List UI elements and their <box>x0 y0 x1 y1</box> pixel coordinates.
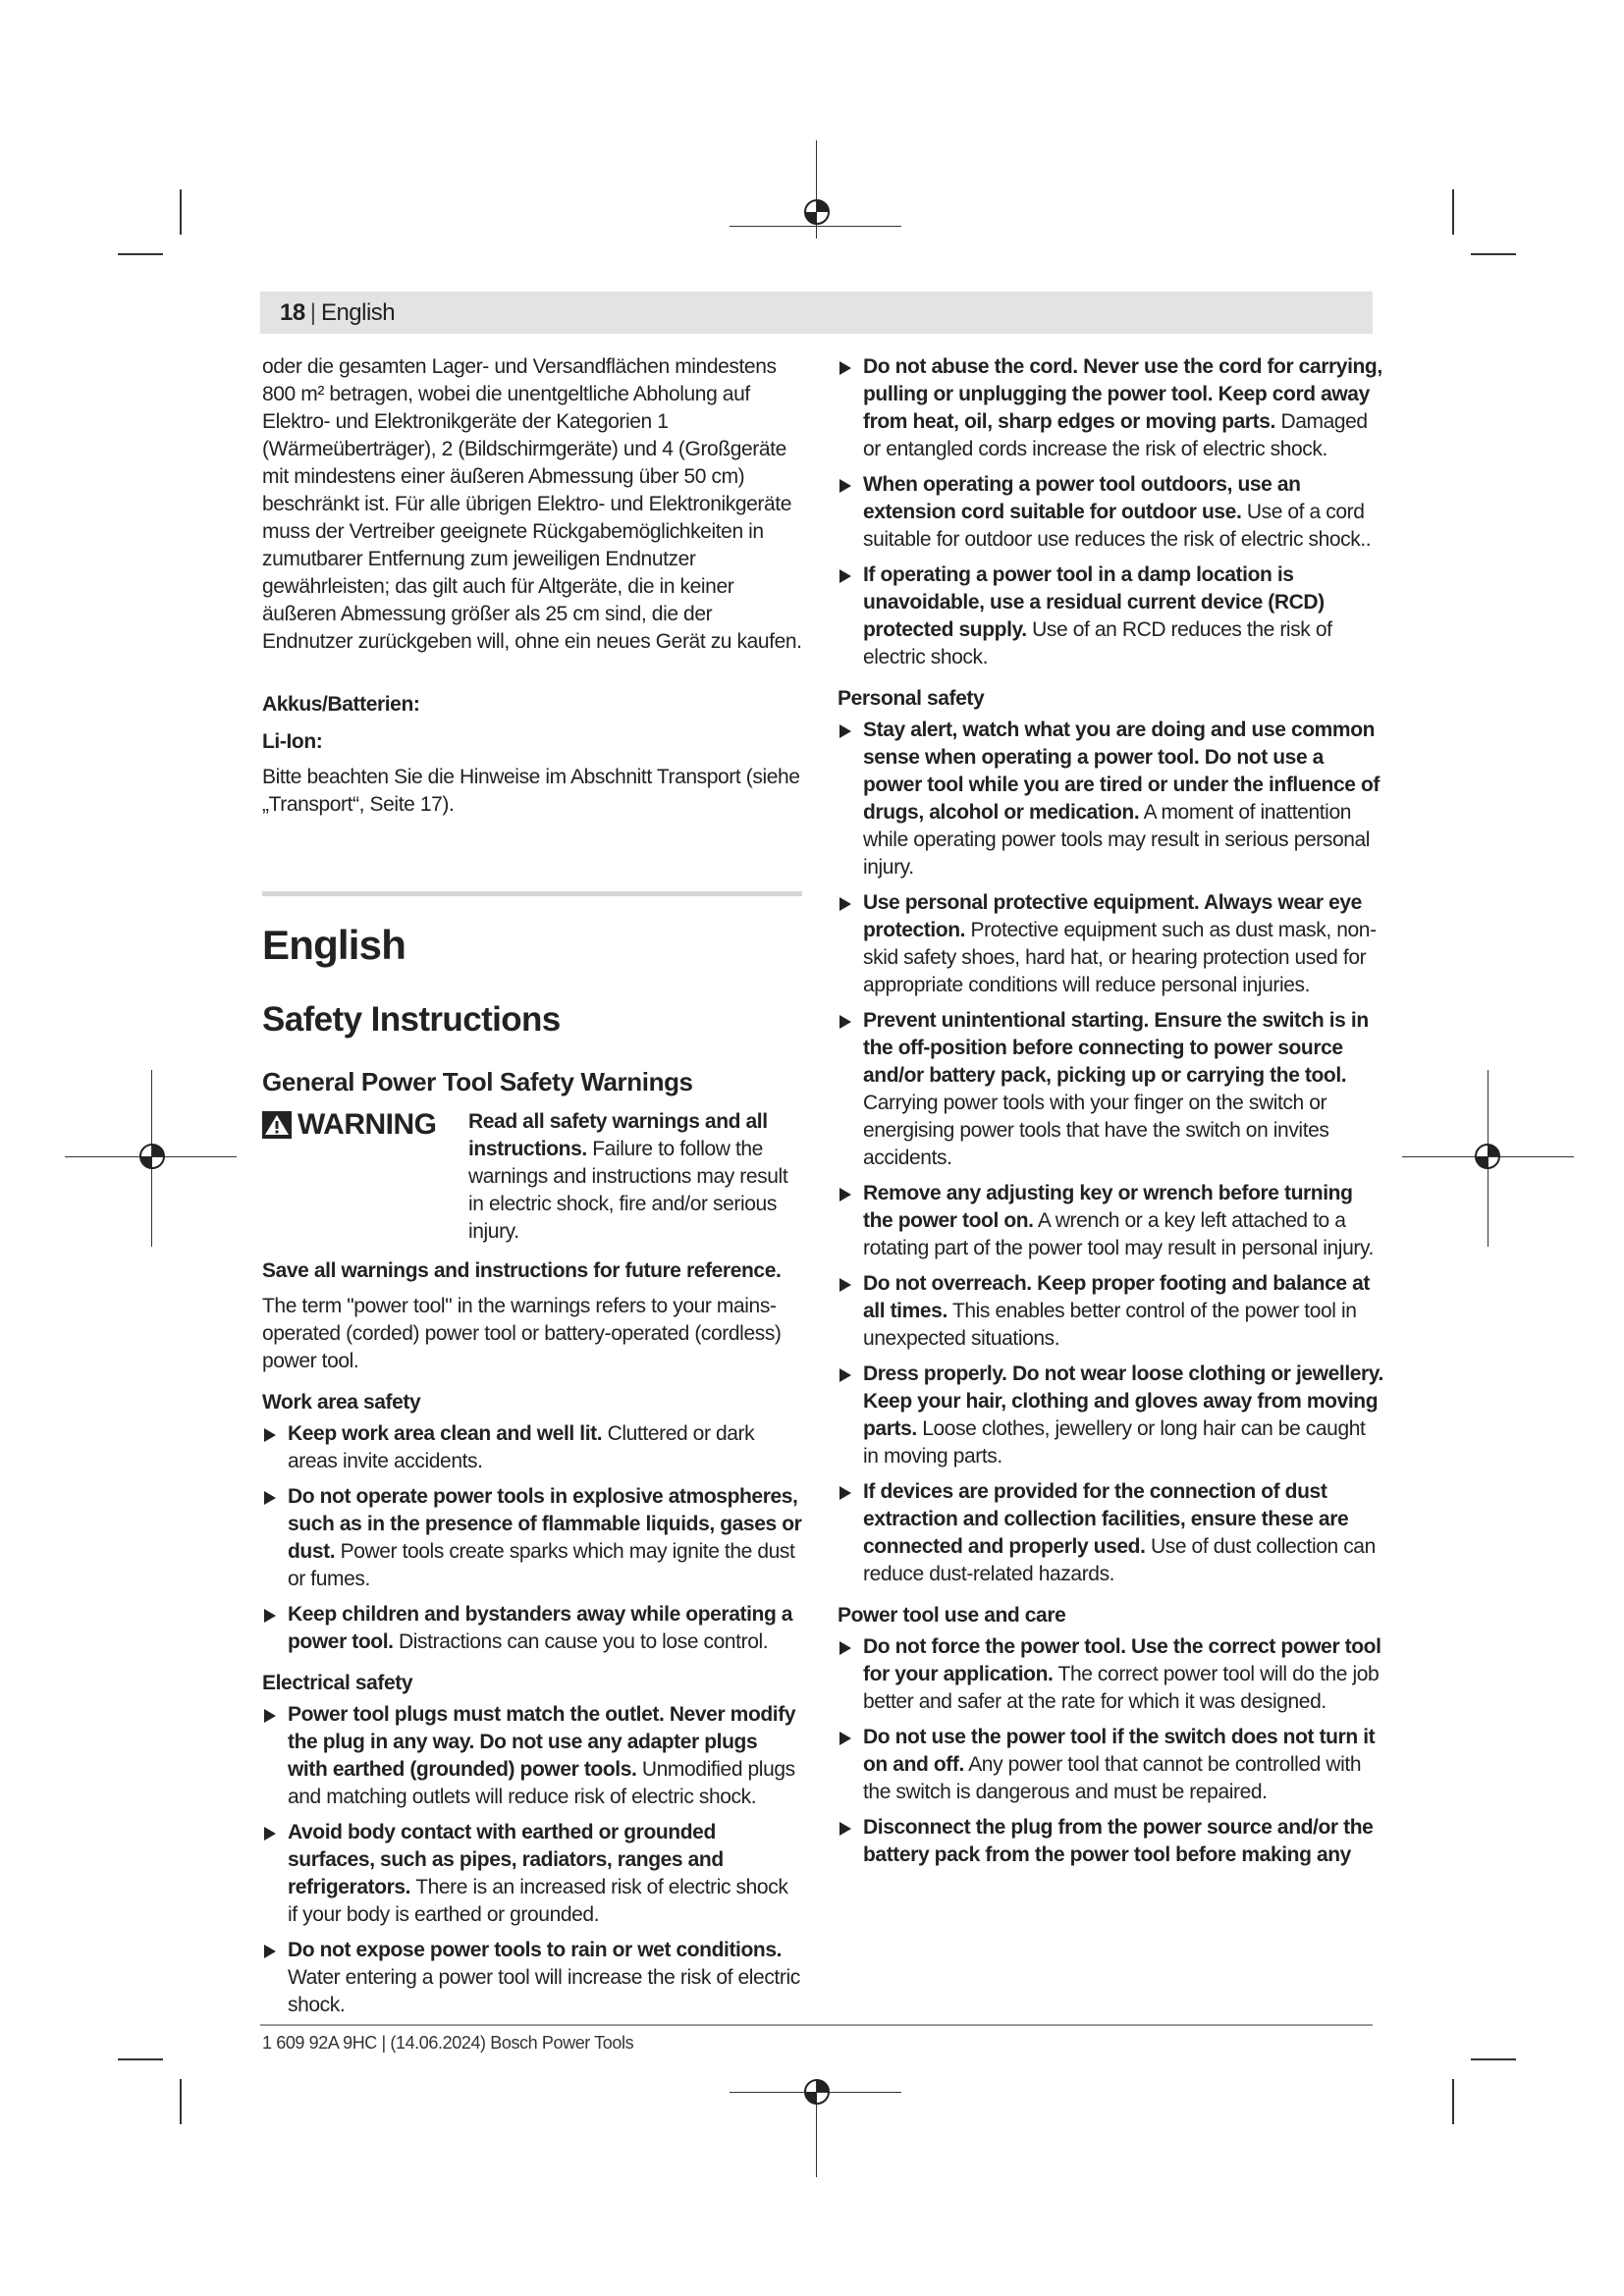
item-text: Any power tool that cannot be controlled with the switch is dangerous and must be repaired. <box>863 1753 1362 1803</box>
item-text: Use of a cord suitable for outdoor use reduces the risk of electric shock.. <box>863 501 1372 551</box>
registration-target-icon <box>802 197 832 227</box>
item-bold: Do not abuse the cord. Never use the cord for carrying, pulling or unplugging the power tool. Keep cord away from heat, oil, sharp edges or moving parts. <box>863 355 1382 433</box>
item-bold: Remove any adjusting key or wrench before turning the power tool on. <box>863 1182 1353 1232</box>
bullet-arrow-icon <box>839 479 851 493</box>
list-item <box>262 1937 802 2019</box>
item-text: Protective equipment such as dust mask, non-skid safety shoes, hard hat, or hearing protection used for appropriate conditions will reduce personal injuries. <box>863 919 1377 996</box>
list-item <box>838 1007 1383 1172</box>
list-item <box>838 1633 1383 1716</box>
item-bold: Prevent unintentional starting. Ensure the switch is in the off-position before connecting to power source and/or battery pack, picking up or carrying the tool. <box>863 1009 1369 1087</box>
bullet-arrow-icon <box>839 1015 851 1029</box>
item-bold: Do not expose power tools to rain or wet conditions. <box>288 1939 783 1961</box>
tool-use-heading: Power tool use and care <box>838 1604 1066 1627</box>
item-text: Power tools create sparks which may ignite the dust or fumes. <box>288 1540 795 1590</box>
liion-heading: Li-Ion: <box>262 730 323 753</box>
page-footer: 1 609 92A 9HC | (14.06.2024) Bosch Power Tools <box>262 2033 634 2053</box>
bullet-arrow-icon <box>839 361 851 375</box>
registration-target-icon <box>137 1142 167 1171</box>
power-tool-term-text: The term "power tool" in the warnings refers to your mains-operated (corded) power tool or battery-operated (cordless) power tool. <box>262 1295 782 1372</box>
list-item <box>262 1483 802 1593</box>
list-item <box>838 1270 1383 1353</box>
work-area-list <box>262 1420 802 1656</box>
item-text: This enables better control of the power tool in unexpected situations. <box>863 1300 1357 1350</box>
registration-target-icon <box>1473 1142 1502 1171</box>
section-divider <box>262 891 802 896</box>
item-bold: Do not force the power tool. Use the correct power tool for your application. <box>863 1635 1381 1685</box>
item-text: There is an increased risk of electric shock if your body is earthed or grounded. <box>288 1876 788 1926</box>
bullet-arrow-icon <box>264 1428 276 1442</box>
save-instructions-text: Save all warnings and instructions for future reference. <box>262 1259 782 1282</box>
warning-bold-text: Read all safety warnings and all instructions. <box>468 1110 768 1160</box>
item-text: A moment of inattention while operating power tools may result in serious personal injury. <box>863 801 1371 879</box>
general-warnings-title: General Power Tool Safety Warnings <box>262 1067 693 1096</box>
electrical-continued-list <box>838 353 1383 671</box>
akkus-heading: Akkus/Batterien: <box>262 693 420 716</box>
crop-mark <box>118 2058 163 2060</box>
warning-block <box>262 1108 802 1246</box>
item-bold: Power tool plugs must match the outlet. Never modify the plug in any way. Do not use any adapter plugs with earthed (grounded) power tools. <box>288 1703 796 1781</box>
item-text: Damaged or entangled cords increase the risk of electric shock. <box>863 410 1368 460</box>
item-bold: Dress properly. Do not wear loose clothing or jewellery. Keep your hair, clothing and gloves away from moving parts. <box>863 1362 1383 1440</box>
item-text: A wrench or a key left attached to a rotating part of the power tool may result in personal injury. <box>863 1209 1374 1259</box>
bullet-arrow-icon <box>839 1368 851 1382</box>
item-bold: Do not overreach. Keep proper footing and balance at all times. <box>863 1272 1370 1322</box>
bullet-arrow-icon <box>839 897 851 911</box>
list-item <box>838 561 1383 671</box>
bullet-arrow-icon <box>839 1278 851 1292</box>
list-item <box>838 471 1383 554</box>
crop-mark <box>1452 2079 1454 2124</box>
item-bold: Keep children and bystanders away while operating a power tool. <box>288 1603 793 1653</box>
item-bold: When operating a power tool outdoors, use an extension cord suitable for outdoor use. <box>863 473 1301 523</box>
item-text: Cluttered or dark areas invite accidents. <box>288 1422 755 1472</box>
warning-badge <box>262 1108 468 1142</box>
list-item <box>838 1478 1383 1588</box>
item-bold: Do not use the power tool if the switch does not turn it on and off. <box>863 1726 1376 1776</box>
crop-mark <box>118 253 163 255</box>
header-language: English <box>320 298 396 326</box>
english-title: English <box>262 922 406 968</box>
left-column <box>262 353 802 2027</box>
item-bold: If operating a power tool in a damp location is unavoidable, use a residual current device (RCD) protected supply. <box>863 563 1325 641</box>
right-column <box>838 353 1383 1877</box>
item-bold: Stay alert, watch what you are doing and use common sense when operating a power tool. Do not use a power tool while you are tired or under the influence of drugs, alcohol or medication. <box>863 719 1380 824</box>
bullet-arrow-icon <box>839 1188 851 1201</box>
list-item <box>262 1819 802 1929</box>
warning-triangle-icon <box>262 1111 292 1139</box>
list-item <box>262 1420 802 1475</box>
page-header <box>260 292 1373 334</box>
work-area-heading: Work area safety <box>262 1391 421 1414</box>
bullet-arrow-icon <box>839 724 851 738</box>
bullet-arrow-icon <box>839 1822 851 1836</box>
list-item <box>262 1701 802 1811</box>
list-item <box>838 889 1383 999</box>
bullet-arrow-icon <box>264 1945 276 1958</box>
list-item <box>262 1601 802 1656</box>
crop-mark <box>1471 2058 1516 2060</box>
bullet-arrow-icon <box>839 1732 851 1745</box>
electrical-heading: Electrical safety <box>262 1672 413 1694</box>
item-bold: Keep work area clean and well lit. <box>288 1422 603 1445</box>
safety-instructions-title: Safety Instructions <box>262 1000 561 1039</box>
bullet-arrow-icon <box>264 1827 276 1841</box>
list-item <box>838 1180 1383 1262</box>
german-paragraph: oder die gesamten Lager- und Versandflächen mindestens 800 m² betragen, wobei die unentgeltliche Abholung auf Elektro- und Elektronikgeräte der Kategorien 1 (Wärmeüberträger), 2 (Bildschirmgeräte) und 4 (Großgeräte mit mindestens einer äußeren Abmessung über 50 cm) beschränkt ist. Für alle übrigen Elektro- und Elektronikgeräte muss der Vertreiber geeignete Rückgabemöglichkeiten in zumutbarer Entfernung zum jeweiligen Endnutzer gewährleisten; das gilt auch für Altgeräte, die in keiner äußeren Abmessung größer als 25 cm sind, die der Endnutzer zurückgeben will, ohne ein neues Gerät zu kaufen. <box>262 355 802 653</box>
item-text: Use of dust collection can reduce dust-related hazards. <box>863 1535 1376 1585</box>
bullet-arrow-icon <box>264 1709 276 1723</box>
list-item <box>838 1361 1383 1470</box>
crop-mark <box>1471 253 1516 255</box>
item-text: The correct power tool will do the job better and safer at the rate for which it was designed. <box>863 1663 1380 1713</box>
list-item <box>838 717 1383 881</box>
liion-text: Bitte beachten Sie die Hinweise im Abschnitt Transport (siehe „Transport“, Seite 17). <box>262 766 800 816</box>
item-bold: If devices are provided for the connection of dust extraction and collection facilities, ensure these are connected and properly used. <box>863 1480 1349 1558</box>
item-bold: Avoid body contact with earthed or grounded surfaces, such as pipes, radiators, ranges and refrigerators. <box>288 1821 724 1898</box>
warning-label: WARNING <box>298 1108 437 1141</box>
page-number: 18 <box>280 298 305 326</box>
warning-text: Failure to follow the warnings and instructions may result in electric shock, fire and/or serious injury. <box>468 1138 788 1243</box>
bullet-arrow-icon <box>839 1641 851 1655</box>
bullet-arrow-icon <box>264 1609 276 1623</box>
header-separator: | <box>309 298 316 326</box>
personal-safety-list <box>838 717 1383 1588</box>
footer-rule <box>260 2024 1373 2026</box>
item-text: Distractions can cause you to lose control. <box>399 1630 769 1653</box>
list-item <box>838 1814 1383 1869</box>
bullet-arrow-icon <box>264 1491 276 1505</box>
item-text: Loose clothes, jewellery or long hair can be caught in moving parts. <box>863 1417 1366 1468</box>
list-item <box>838 1724 1383 1806</box>
item-text: Use of an RCD reduces the risk of electric shock. <box>863 618 1332 668</box>
personal-safety-heading: Personal safety <box>838 687 985 710</box>
item-text: Carrying power tools with your finger on the switch or energising power tools that have the switch on invites accidents. <box>863 1092 1329 1169</box>
crop-mark <box>180 189 182 235</box>
item-bold: Do not operate power tools in explosive atmospheres, such as in the presence of flammable liquids, gases or dust. <box>288 1485 802 1563</box>
item-bold: Use personal protective equipment. Always wear eye protection. <box>863 891 1362 941</box>
item-text: Unmodified plugs and matching outlets will reduce risk of electric shock. <box>288 1758 795 1808</box>
item-text: Water entering a power tool will increase the risk of electric shock. <box>288 1966 800 2016</box>
crop-mark <box>180 2079 182 2124</box>
electrical-list <box>262 1701 802 2019</box>
list-item <box>838 353 1383 463</box>
bullet-arrow-icon <box>839 569 851 583</box>
registration-target-icon <box>802 2077 832 2107</box>
tool-use-list <box>838 1633 1383 1869</box>
bullet-arrow-icon <box>839 1486 851 1500</box>
crop-mark <box>1452 189 1454 235</box>
item-bold: Disconnect the plug from the power source and/or the battery pack from the power tool before making any <box>863 1816 1374 1866</box>
